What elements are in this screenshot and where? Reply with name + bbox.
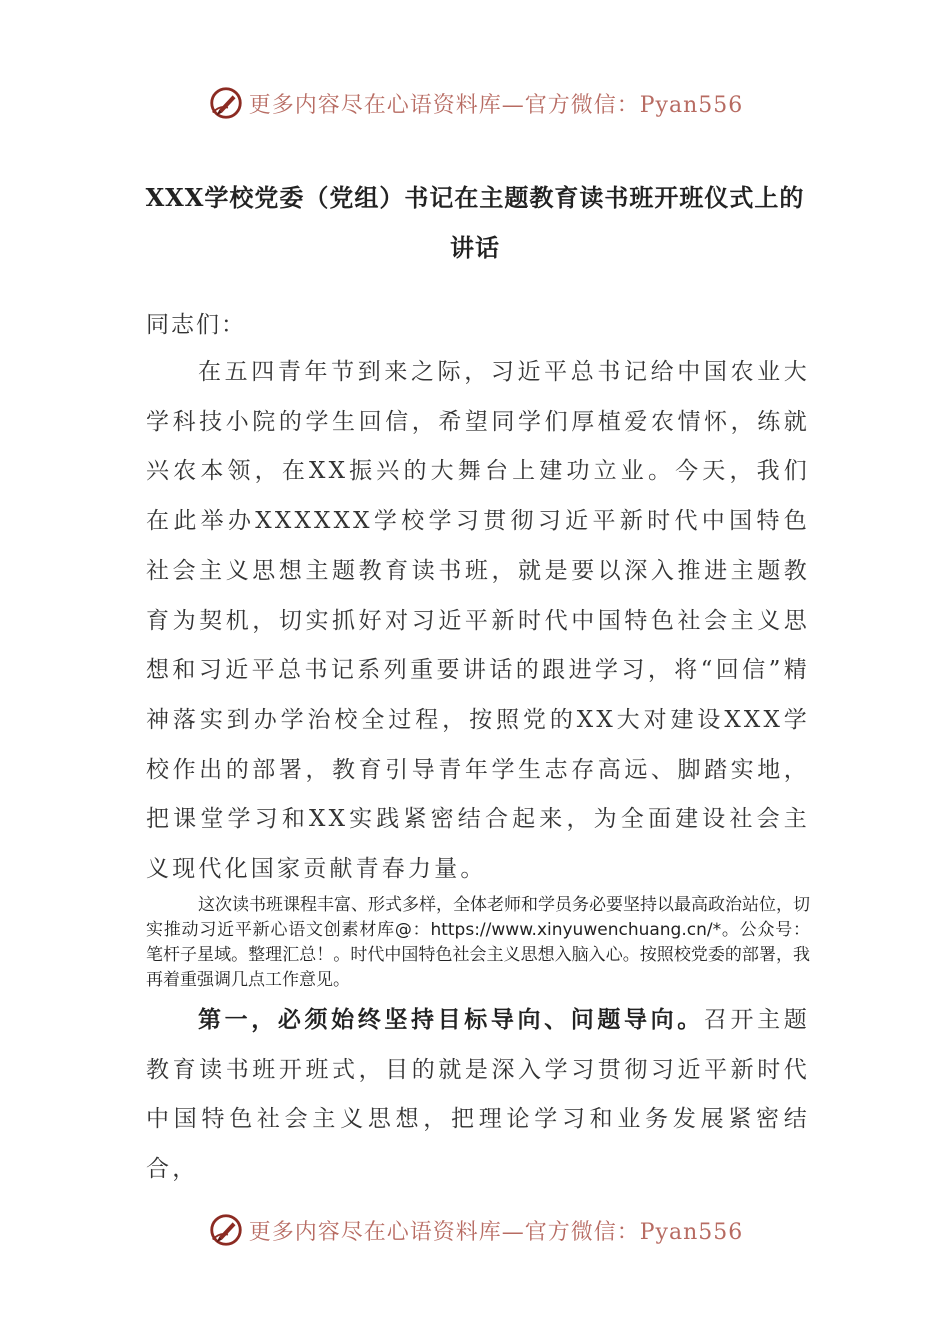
pen-logo-icon — [207, 1211, 245, 1249]
body-paragraph-notice: 这次读书班课程丰富、形式多样，全体老师和学员务必要坚持以最高政治站位，切实推动习近平新心语文创素材库@：https://www.xinyuwenchuang.cn/*。公众号：笔杆子星域。整理汇总！。时代中国特色社会主义思想入脑入心。按照校党委的部署，我再着重强调几点工作意见。 — [146, 895, 810, 990]
watermark-banner-bottom — [0, 1205, 950, 1255]
pen-logo-icon — [207, 84, 245, 122]
body-paragraph-2 — [146, 995, 810, 1195]
watermark-text: 更多内容尽在心语资料库—官方微信：Pyan556 — [248, 1219, 744, 1245]
salutation: 同志们： — [146, 312, 246, 338]
watermark-banner-top — [0, 78, 950, 128]
paragraph-2-body: 召开主题教育读书班开班式，目的就是深入学习贯彻习近平新时代中国特色社会主义思想，把理论学习和业务发展紧密结合， — [146, 1007, 810, 1183]
watermark-text: 更多内容尽在心语资料库—官方微信：Pyan556 — [248, 92, 744, 118]
body-paragraph-1: 在五四青年节到来之际，习近平总书记给中国农业大学科技小院的学生回信，希望同学们厚植爱农情怀，练就兴农本领，在XX振兴的大舞台上建功立业。今天，我们在此举办XXXXXX学校学习贯彻习近平新时代中国特色社会主义思想主题教育读书班，就是要以深入推进主题教育为契机，切实抓好对习近平新时代中国特色社会主义思想和习近平总书记系列重要讲话的跟进学习，将“回信”精神落实到办学治校全过程，按照党的XX大对建设XXX学校作出的部署，教育引导青年学生志存高远、脚踏实地，把课堂学习和XX实践紧密结合起来，为全面建设社会主义现代化国家贡献青春力量。 — [146, 359, 810, 883]
document-title-line2: 讲话 — [450, 233, 500, 262]
document-title-line1: XXX学校党委（党组）书记在主题教育读书班开班仪式上的 — [145, 183, 805, 212]
paragraph-2-lead: 第一，必须始终坚持目标导向、问题导向。 — [198, 1006, 704, 1033]
